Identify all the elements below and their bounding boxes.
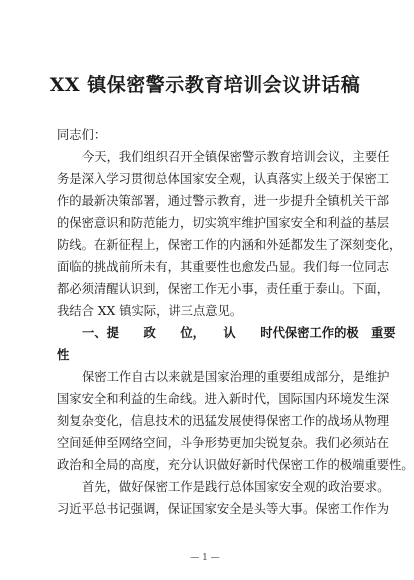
paragraph-line: 面临的挑战前所未有，其重要性也愈发凸显。我们每一位同志 — [57, 260, 390, 274]
paragraph-line: 都必须清醒认识到，保密工作无小事，责任重于泰山。下面， — [57, 282, 390, 296]
section-heading: 一、提 政 位， 认 时代保密工作的极 重要 — [82, 325, 396, 340]
document-title: XX 镇保密警示教育培训会议讲话稿 — [49, 74, 361, 96]
document-body — [57, 124, 414, 520]
paragraph-line: 保密工作自古以来就是国家治理的重要组成部分，是维护 — [82, 370, 390, 384]
section-heading-continued: 性 — [57, 347, 70, 362]
paragraph-line: 的保密意识和防范能力，切实筑牢维护国家安全和利益的基层 — [57, 216, 390, 230]
paragraph-line: 习近平总书记强调，保证国家安全是头等大事。保密工作作为 — [57, 502, 390, 516]
paragraph-line: 防线。在新征程上，保密工作的内涵和外延都发生了深刻变化， — [57, 238, 402, 252]
paragraph-line: 空间延伸至网络空间，斗争形势更加尖锐复杂。我们必须站在 — [57, 436, 390, 450]
paragraph-line: 今天，我们组织召开全镇保密警示教育培训会议，主要任 — [82, 150, 390, 164]
paragraph-line: 政治和全局的高度，充分认识做好新时代保密工作的极端重要性。 — [57, 458, 414, 472]
salutation: 同志们： — [57, 128, 107, 142]
paragraph-line: 务是深入学习贯彻总体国家安全观，认真落实上级关于保密工 — [57, 172, 390, 186]
paragraph-line: 作的最新决策部署，通过警示教育，进一步提升全镇机关干部 — [57, 194, 390, 208]
page-number: — 1 — — [190, 553, 220, 563]
paragraph-line: 国家安全和利益的生命线。进入新时代，国际国内环境发生深 — [57, 392, 390, 406]
paragraph-line: 首先，做好保密工作是践行总体国家安全观的政治要求。 — [82, 480, 390, 494]
paragraph-line: 我结合 XX 镇实际，讲三点意见。 — [57, 304, 243, 318]
paragraph-line: 刻复杂变化，信息技术的迅猛发展使得保密工作的战场从物理 — [57, 414, 390, 428]
